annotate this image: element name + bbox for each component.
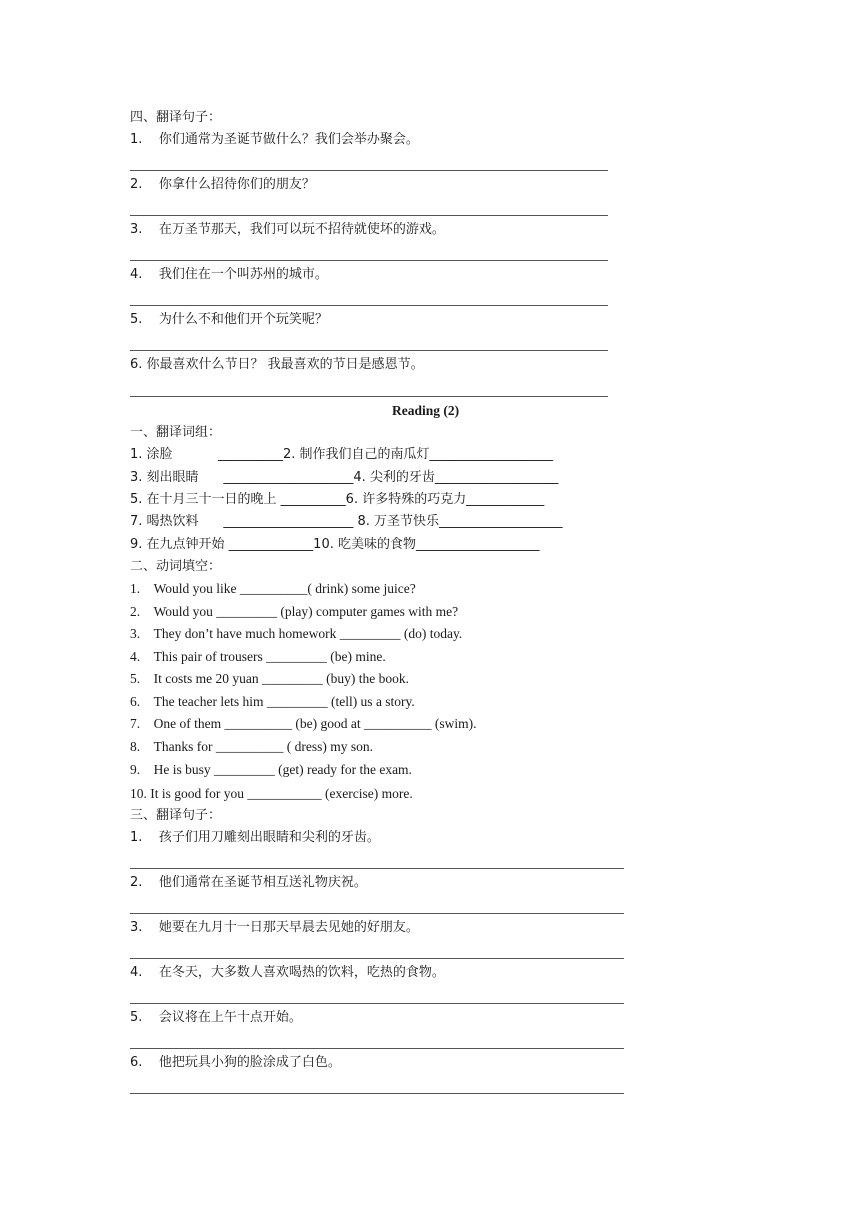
part3-item-5: 5. 会议将在上午十点开始。 (130, 1010, 302, 1025)
answer-line (130, 260, 608, 261)
answer-line (130, 305, 608, 306)
section4-item-1: 1. 你们通常为圣诞节做什么？我们会举办聚会。 (130, 132, 419, 147)
section4-item-4: 4. 我们住在一个叫苏州的城市。 (130, 267, 328, 282)
part3-item-4: 4. 在冬天，大多数人喜欢喝热的饮料，吃热的食物。 (130, 965, 445, 980)
part3-heading: 三、翻译句子： (130, 808, 222, 823)
verb-item-8: 8. Thanks for __________ ( dress) my son. (130, 739, 373, 754)
answer-line (130, 913, 624, 914)
verb-item-5: 5. It costs me 20 yuan _________ (buy) the book. (130, 671, 409, 686)
part3-item-3: 3. 她要在九月十一日那天早晨去见她的好朋友。 (130, 920, 419, 935)
section4-heading: 四、翻译句子： (130, 110, 222, 125)
verb-item-10: 10. It is good for you ___________ (exercise) more. (130, 786, 413, 801)
answer-line (130, 1048, 624, 1049)
phrase-row-1: 1. 涂脸 __________2. 制作我们自己的南瓜灯___________________ (130, 447, 554, 462)
answer-line (130, 1003, 624, 1004)
verb-item-9: 9. He is busy _________ (get) ready for the exam. (130, 762, 412, 777)
section4-item-2: 2. 你拿什么招待你们的朋友？ (130, 177, 315, 192)
part3-item-2: 2. 他们通常在圣诞节相互送礼物庆祝。 (130, 875, 367, 890)
verb-item-2: 2. Would you _________ (play) computer games with me? (130, 604, 459, 619)
phrase-row-3: 5. 在十月三十一日的晚上 __________6. 许多特殊的巧克力____________ (130, 492, 545, 507)
part2-heading: 二、动词填空： (130, 559, 222, 574)
part3-item-6: 6. 他把玩具小狗的脸涂成了白色。 (130, 1055, 341, 1070)
part3-item-1: 1. 孩子们用刀雕刻出眼睛和尖利的牙齿。 (130, 830, 380, 845)
answer-line (130, 215, 608, 216)
phrase-row-4: 7. 喝热饮料 ____________________ 8. 万圣节快乐___________________ (130, 514, 563, 529)
phrase-row-2: 3. 刻出眼睛 ____________________4. 尖利的牙齿___________________ (130, 470, 559, 485)
page-title: Reading (2) (392, 403, 460, 418)
verb-item-3: 3. They don’t have much homework _________ (do) today. (130, 626, 463, 641)
answer-line (130, 396, 608, 397)
answer-line (130, 350, 608, 351)
phrase-row-5: 9. 在九点钟开始 _____________10. 吃美味的食物___________________ (130, 537, 540, 552)
section4-item-3: 3. 在万圣节那天，我们可以玩不招待就使坏的游戏。 (130, 222, 445, 237)
section4-item-5: 5. 为什么不和他们开个玩笑呢？ (130, 312, 328, 327)
answer-line (130, 170, 608, 171)
answer-line (130, 1093, 624, 1094)
part1-heading: 一、翻译词组： (130, 425, 222, 440)
section4-item-6: 6. 你最喜欢什么节日？ 我最喜欢的节日是感恩节。 (130, 357, 424, 372)
answer-line (130, 958, 624, 959)
verb-item-7: 7. One of them __________ (be) good at __________ (swim). (130, 716, 477, 731)
answer-line (130, 868, 624, 869)
verb-item-1: 1. Would you like __________( drink) some juice? (130, 581, 416, 596)
verb-item-6: 6. The teacher lets him _________ (tell) us a story. (130, 694, 415, 709)
verb-item-4: 4. This pair of trousers _________ (be) mine. (130, 649, 386, 664)
